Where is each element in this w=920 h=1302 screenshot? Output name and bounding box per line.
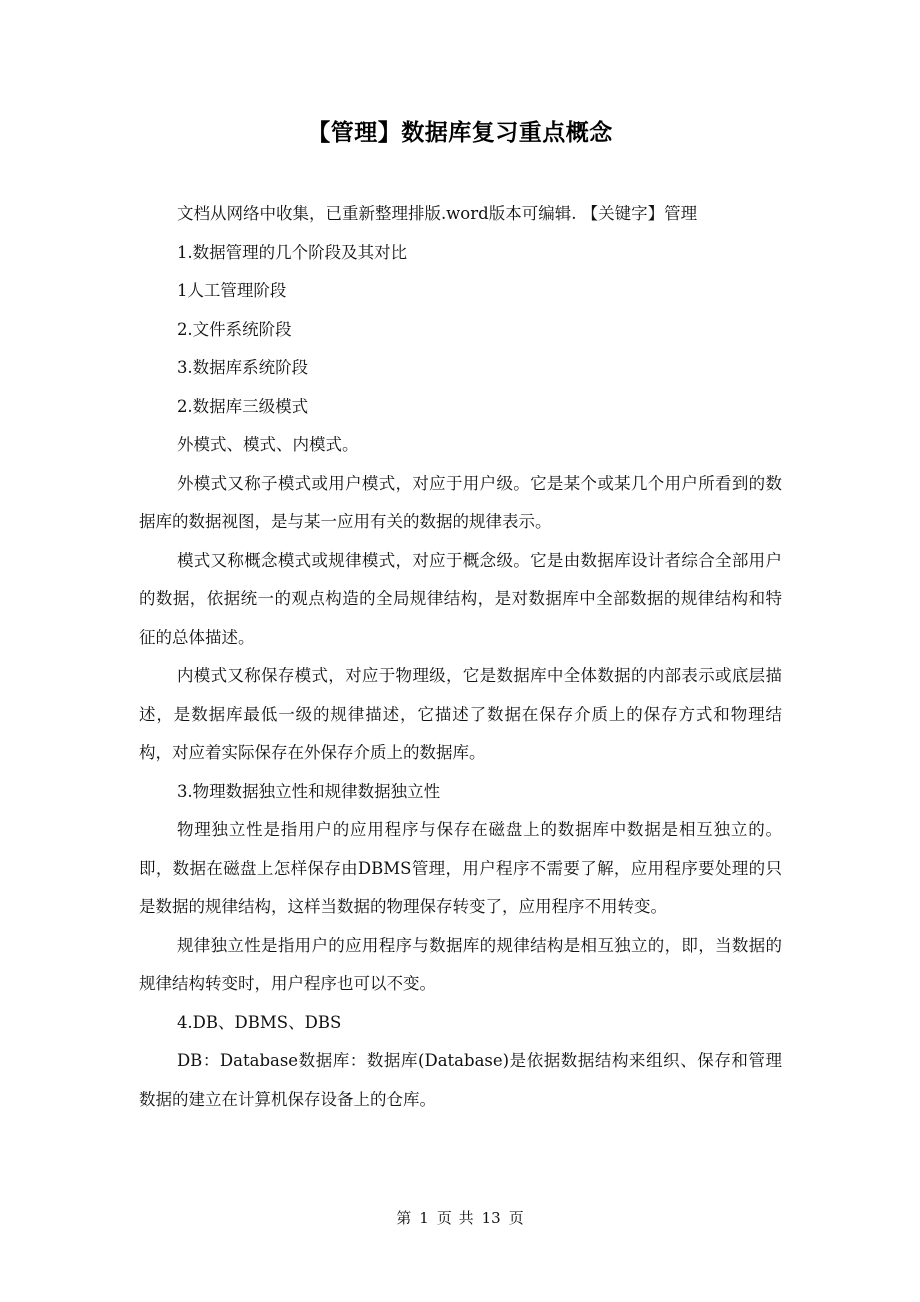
heading-three-level-schema: 2.数据库三级模式 bbox=[176, 396, 309, 416]
paragraph-physical-independence: 物理独立性是指用户的应用程序与保存在磁盘上的数据库中数据是相互独立的。即，数据在磁盘上怎样保存由DBMS管理，用户程序不需要了解，应用程序要处理的只是数据的规律结构，这样当数据的物理保存转变了，应用程序不用转变。 bbox=[139, 820, 782, 916]
footer-label-end: 页 bbox=[508, 1209, 524, 1227]
paragraph-intro: 文档从网络中收集，已重新整理排版.word版本可编辑. 【关键字】管理 bbox=[176, 204, 698, 223]
paragraph-external-schema: 外模式又称子模式或用户模式，对应于用户级。它是某个或某几个用户所看到的数据库的数据视图，是与某一应用有关的数据的规律表示。 bbox=[139, 473, 782, 531]
document-title: 【管理】数据库复习重点概念 bbox=[307, 120, 613, 146]
paragraph-db-definition: DB：Database数据库：数据库(Database)是依据数据结构来组织、保存和管理数据的建立在计算机保存设备上的仓库。 bbox=[139, 1051, 782, 1109]
paragraph-schema-list: 外模式、模式、内模式。 bbox=[176, 435, 359, 454]
paragraph-conceptual-schema: 模式又称概念模式或规律模式，对应于概念级。它是由数据库设计者综合全部用户的数据，依据统一的观点构造的全局规律结构，是对数据库中全部数据的规律结构和特征的总体描述。 bbox=[139, 550, 782, 647]
footer-current-page: 1 bbox=[419, 1209, 429, 1227]
footer-total-pages: 13 bbox=[481, 1209, 501, 1227]
paragraph-internal-schema: 内模式又称保存模式，对应于物理级，它是数据库中全体数据的内部表示或底层描述，是数据库最低一级的规律描述，它描述了数据在保存介质上的保存方式和物理结构，对应着实际保存在外保存介质上的数据库。 bbox=[139, 666, 782, 762]
heading-db-dbms-dbs: 4.DB、DBMS、DBS bbox=[176, 1012, 342, 1032]
paragraph-logical-independence: 规律独立性是指用户的应用程序与数据库的规律结构是相互独立的，即，当数据的规律结构转变时，用户程序也可以不变。 bbox=[139, 935, 782, 993]
footer-label-of: 页 共 bbox=[436, 1209, 474, 1227]
page-footer bbox=[0, 1206, 920, 1230]
heading-data-independence: 3.物理数据独立性和规律数据独立性 bbox=[176, 781, 441, 801]
list-item-file-system-stage: 2.文件系统阶段 bbox=[176, 319, 292, 339]
footer-label-page: 第 bbox=[396, 1209, 412, 1227]
document-body bbox=[139, 195, 782, 1119]
list-item-manual-stage: 1人工管理阶段 bbox=[176, 281, 287, 300]
list-item-database-system-stage: 3.数据库系统阶段 bbox=[176, 358, 309, 377]
heading-data-management-stages: 1.数据管理的几个阶段及其对比 bbox=[176, 242, 408, 262]
